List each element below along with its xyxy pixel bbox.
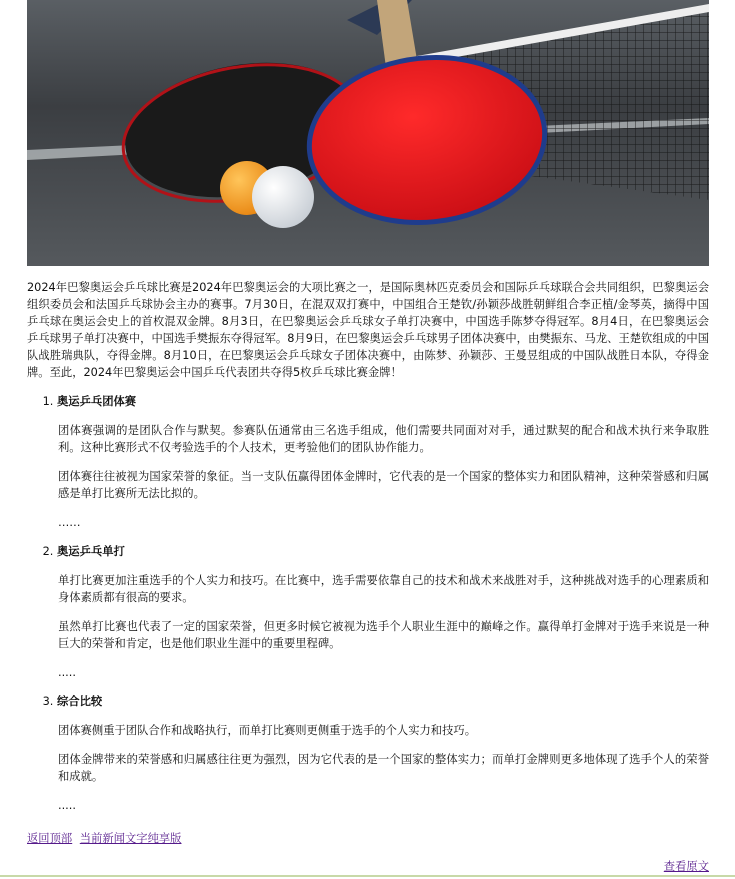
- section-paragraph: 团体赛强调的是团队合作与默契。参赛队伍通常由三名选手组成，他们需要共同面对对手，通过默契的配合和战术执行来争取胜利。这种比赛形式不仅考验选手的个人技术，更考验他们的团队协作能力。: [58, 424, 709, 454]
- table-tennis-illustration: [27, 0, 709, 266]
- bottom-divider: [0, 875, 735, 877]
- back-to-top-link[interactable]: 返回顶部: [27, 832, 73, 845]
- section-ellipsis: .....: [58, 799, 76, 812]
- section-paragraph: 单打比赛更加注重选手的个人实力和技巧。在比赛中，选手需要依靠自己的技术和战术来战胜对手，这种挑战对选手的心理素质和身体素质都有很高的要求。: [58, 574, 709, 604]
- section-item: [57, 543, 709, 681]
- footer-links: [27, 830, 181, 846]
- section-paragraph: 团体金牌带来的荣誉感和归属感往往更为强烈，因为它代表的是一个国家的整体实力；而单打金牌则更多地体现了选手个人的荣誉和成就。: [58, 753, 709, 783]
- article: [27, 0, 709, 826]
- section-ellipsis: .....: [58, 666, 76, 679]
- section-title: 3. 综合比较: [57, 695, 103, 708]
- hero-image: [27, 0, 709, 266]
- section-title: 1. 奥运乒乓团体赛: [57, 395, 137, 408]
- intro-paragraph: 2024年巴黎奥运会乒乓球比赛是2024年巴黎奥运会的大项比赛之一，是国际奥林匹克委员会和国际乒乓球联合会共同组织，巴黎奥运会组织委员会和法国乒乓球协会主办的赛事。7月30日，在混双双打赛中，中国组合王楚钦/孙颖莎战胜朝鲜组合李正植/金琴英，摘得中国乒乓球在奥运会史上的首枚混双金牌。8月3日，在巴黎奥运会乒乓球女子单打决赛中，中国选手陈梦夺得冠军。8月4日，在巴黎奥运会乒乓球男子单打决赛中，中国选手樊振东夺得冠军。8月9日，在巴黎奥运会乒乓球男子团体决赛中，由樊振东、马龙、王楚钦组成的中国队战胜瑞典队，夺得金牌。8月10日，在巴黎奥运会乒乓球女子团体决赛中，由陈梦、孙颖莎、王曼昱组成的中国队战胜日本队，夺得金牌。至此，2024年巴黎奥运会中国乒乓代表团共夺得5枚乒乓球比赛金牌！: [27, 281, 709, 379]
- section-paragraph: 团体赛侧重于团队合作和战略执行，而单打比赛则更侧重于选手的个人实力和技巧。: [58, 724, 476, 737]
- section-list: [27, 393, 709, 814]
- text-only-version-link[interactable]: 当前新闻文字纯享版: [79, 832, 182, 845]
- section-paragraph: 虽然单打比赛也代表了一定的国家荣誉，但更多时候它被视为选手个人职业生涯中的巅峰之作。赢得单打金牌对于选手来说是一种巨大的荣誉和肯定，也是他们职业生涯中的重要里程碑。: [58, 620, 709, 650]
- view-original-link[interactable]: 查看原文: [663, 860, 709, 873]
- section-item: [57, 693, 709, 814]
- section-paragraph: 团体赛往往被视为国家荣誉的象征。当一支队伍赢得团体金牌时，它代表的是一个国家的整体实力和团队精神，这种荣誉感和归属感是单打比赛所无法比拟的。: [58, 470, 709, 500]
- section-title: 2. 奥运乒乓单打: [57, 545, 125, 558]
- view-original-wrapper: [664, 858, 709, 874]
- section-item: [57, 393, 709, 531]
- section-ellipsis: ……: [58, 516, 81, 529]
